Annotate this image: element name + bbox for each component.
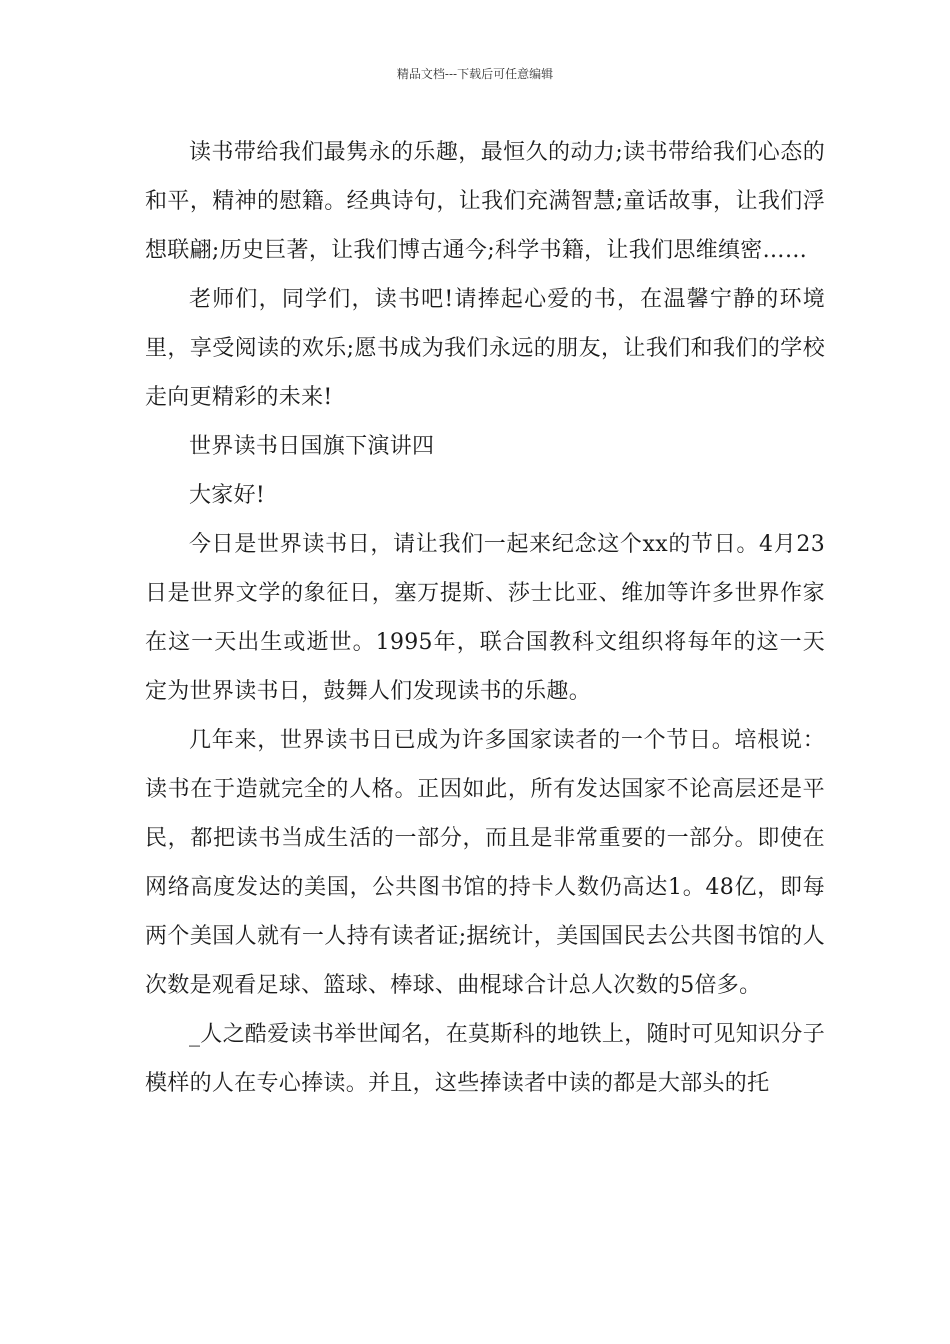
- paragraph: 老师们，同学们，读书吧!请捧起心爱的书，在温馨宁静的环境里，享受阅读的欢乐;愿书成为我们永远的朋友，让我们和我们的学校走向更精彩的未来!: [145, 287, 825, 410]
- paragraph: 今日是世界读书日，请让我们一起来纪念这个xx的节日。4月23日是世界文学的象征日，塞万提斯、莎士比亚、维加等许多世界作家在这一天出生或逝世。1995年，联合国教科文组织将每年的这一天定为世界读书日，鼓舞人们发现读书的乐趣。: [145, 532, 825, 704]
- section-title: 世界读书日国旗下演讲四: [189, 434, 435, 459]
- page-header: 精品文档---下载后可任意编辑: [396, 67, 554, 81]
- greeting: 大家好!: [189, 483, 266, 508]
- document-body: [145, 128, 825, 1108]
- paragraph: 读书带给我们最隽永的乐趣，最恒久的动力;读书带给我们心态的和平，精神的慰籍。经典诗句，让我们充满智慧;童话故事，让我们浮想联翩;历史巨著，让我们博古通今;科学书籍，让我们思维缜密……: [145, 140, 825, 263]
- paragraph: _人之酷爱读书举世闻名，在莫斯科的地铁上，随时可见知识分子模样的人在专心捧读。并且，这些捧读者中读的都是大部头的托: [145, 1022, 825, 1096]
- paragraph: 几年来，世界读书日已成为许多国家读者的一个节日。培根说：读书在于造就完全的人格。正因如此，所有发达国家不论高层还是平民，都把读书当成生活的一部分，而且是非常重要的一部分。即使在网络高度发达的美国，公共图书馆的持卡人数仍高达1。48亿，即每两个美国人就有一人持有读者证;据统计，美国国民去公共图书馆的人次数是观看足球、篮球、棒球、曲棍球合计总人次数的5倍多。: [145, 728, 825, 998]
